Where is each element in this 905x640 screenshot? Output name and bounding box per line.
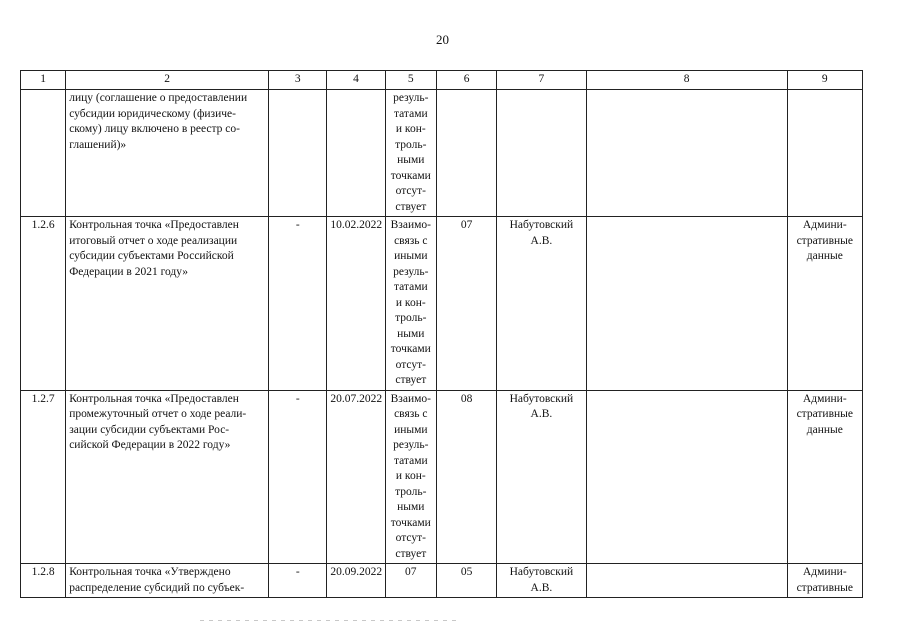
row-col3: -	[269, 390, 327, 564]
row-relation: резуль- татами и кон- троль- ными точками отсут- ствует	[385, 90, 436, 217]
row-date	[327, 90, 385, 217]
row-col8	[586, 390, 787, 564]
row-col3	[269, 90, 327, 217]
column-header: 2	[66, 71, 269, 90]
table-row	[21, 90, 863, 217]
row-source: Админи-стративные данные	[787, 390, 862, 564]
row-source	[787, 90, 862, 217]
row-description: лицу (соглашение о предоставлении субсидии юридическому (физиче-скому) лицу включено в реестр со-глашений)»	[66, 90, 269, 217]
row-date: 20.09.2022	[327, 564, 385, 598]
row-responsible	[497, 90, 586, 217]
column-header: 5	[385, 71, 436, 90]
row-number	[21, 90, 66, 217]
row-responsible: Набутовский А.В.	[497, 390, 586, 564]
column-header: 6	[436, 71, 496, 90]
row-relation: 07	[385, 564, 436, 598]
row-col8	[586, 90, 787, 217]
row-code	[436, 90, 496, 217]
row-col8	[586, 564, 787, 598]
row-number: 1.2.8	[21, 564, 66, 598]
row-code: 08	[436, 390, 496, 564]
column-header: 9	[787, 71, 862, 90]
column-header: 1	[21, 71, 66, 90]
page-number: 20	[436, 32, 449, 47]
row-number: 1.2.6	[21, 217, 66, 391]
row-relation: Взаимо- связь с иными резуль- татами и кон- троль- ными точками отсут- ствует	[385, 390, 436, 564]
row-code: 05	[436, 564, 496, 598]
row-description: Контрольная точка «Предоставлен промежуточный отчет о ходе реали-зации субсидии субъектами Рос-сийской Федерации в 2022 году»	[66, 390, 269, 564]
row-number: 1.2.7	[21, 390, 66, 564]
table-row	[21, 390, 863, 564]
row-code: 07	[436, 217, 496, 391]
column-header: 3	[269, 71, 327, 90]
column-header: 8	[586, 71, 787, 90]
row-responsible: Набутовский А.В.	[497, 217, 586, 391]
row-date: 10.02.2022	[327, 217, 385, 391]
row-col3: -	[269, 217, 327, 391]
scan-artifact-line	[200, 620, 460, 621]
row-source: Админи-стративные данные	[787, 217, 862, 391]
row-col8	[586, 217, 787, 391]
column-header: 7	[497, 71, 586, 90]
table-row	[21, 217, 863, 391]
document-table	[20, 70, 863, 598]
row-source: Админи-стративные	[787, 564, 862, 598]
row-description: Контрольная точка «Предоставлен итоговый отчет о ходе реализации субсидии субъектами Российской Федерации в 2021 году»	[66, 217, 269, 391]
table-header-row	[21, 71, 863, 90]
table-row	[21, 564, 863, 598]
row-relation: Взаимо- связь с иными резуль- татами и кон- троль- ными точками отсут- ствует	[385, 217, 436, 391]
column-header: 4	[327, 71, 385, 90]
row-col3: -	[269, 564, 327, 598]
row-responsible: Набутовский А.В.	[497, 564, 586, 598]
row-description: Контрольная точка «Утверждено распределение субсидий по субъек-	[66, 564, 269, 598]
row-date: 20.07.2022	[327, 390, 385, 564]
